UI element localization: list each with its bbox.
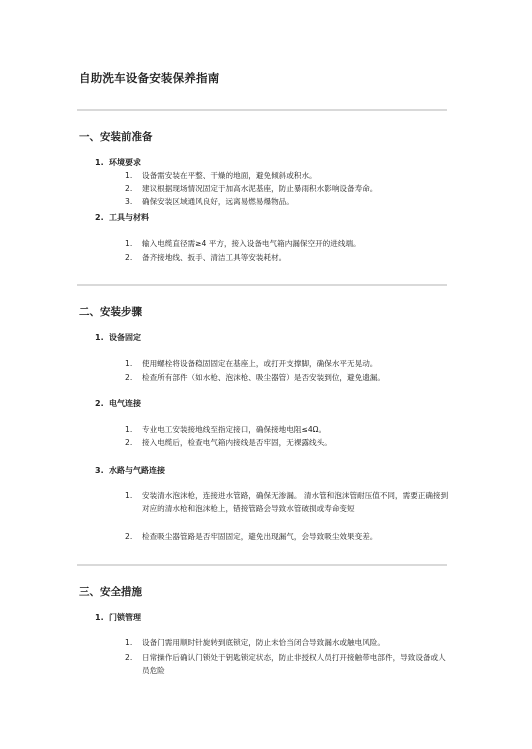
list-item-number: 2.: [125, 253, 133, 262]
list-item-text: 使用螺栓将设备稳固固定在基座上，或打开支撑脚，确保水平无晃动。: [142, 359, 378, 368]
list-item-text: 检查所有部件（如水枪、泡沫枪、吸尘器管）是否安装到位，避免遗漏。: [142, 373, 385, 382]
subsection-number: 3.: [95, 466, 104, 475]
divider: [77, 284, 447, 286]
list-item-number: 1.: [125, 359, 133, 368]
list-item: [125, 170, 450, 183]
subsection-number: 1.: [95, 613, 104, 622]
list-item-number: 1.: [125, 171, 133, 180]
list-item: [125, 372, 450, 385]
list-item: [125, 424, 450, 437]
subsection-number: 2.: [95, 399, 104, 408]
list-item-text: 输入电缆直径需≥4 平方，接入设备电气箱内漏保空开的进线端。: [142, 239, 361, 248]
subsection-number: 2.: [95, 213, 104, 222]
subsection-heading: [95, 612, 141, 623]
list-item-text: 日常操作后确认门锁处于钥匙锁定状态，防止非授权人员打开接触带电部件，导致设备或人员危险: [142, 653, 446, 675]
list-item-number: 1.: [125, 239, 133, 248]
section-heading: 三、安全措施: [79, 586, 142, 598]
subsection-heading: [95, 398, 141, 409]
list-item-number: 2.: [125, 532, 133, 541]
list-item: [125, 490, 450, 515]
list-item-number: 2.: [125, 184, 133, 193]
list-item: [125, 196, 450, 209]
list-item-number: 3.: [125, 197, 133, 206]
list-item-text: 设备需安装在平整、干燥的地面，避免倾斜或积水。: [142, 171, 317, 180]
subsection-label: 环境要求: [109, 158, 141, 167]
section-heading: 一、安装前准备: [79, 131, 153, 143]
list-item-number: 2.: [125, 438, 133, 447]
subsection-number: 1.: [95, 333, 104, 342]
list-item-text: 建议根据现场情况固定于加高水泥基座，防止暴雨积水影响设备寿命。: [142, 184, 378, 193]
list-item-text: 接入电缆后，检查电气箱内接线是否牢固，无裸露线头。: [142, 438, 332, 447]
list-item: [125, 358, 450, 371]
list-item: [125, 437, 450, 450]
subsection-heading: [95, 332, 141, 343]
list-item-number: 1.: [125, 425, 133, 434]
subsection-label: 工具与材料: [109, 213, 149, 222]
subsection-heading: [95, 157, 141, 168]
list-item-text: 专业电工安装接地线至指定接口，确保接地电阻≤4Ω。: [142, 425, 327, 434]
list-item-text: 备齐接地线、扳手、清洁工具等安装耗材。: [142, 253, 287, 262]
list-item-number: 2.: [125, 653, 133, 662]
list-item: [125, 652, 450, 677]
list-item: [125, 238, 450, 251]
subsection-label: 电气连接: [109, 399, 141, 408]
list-item-text: 确保安装区域通风良好，远离易燃易爆物品。: [142, 197, 294, 206]
list-item: [125, 637, 450, 650]
subsection-heading: [95, 465, 165, 476]
list-item-text: 检查吸尘器管路是否牢固固定，避免出现漏气，会导致吸尘效果变差。: [142, 532, 378, 541]
list-item: [125, 531, 450, 544]
list-item: [125, 252, 450, 265]
divider: [77, 564, 447, 566]
subsection-heading: [95, 212, 149, 223]
divider: [77, 109, 447, 111]
subsection-number: 1.: [95, 158, 104, 167]
list-item-text: 安装清水泡沫枪，连接进水管路，确保无渗漏。 清水管和泡沫管耐压值不同，需要正确接到对应的清水枪和泡沫枪上，错接管路会导致水管破损或寿命变短: [142, 491, 449, 513]
section-heading: 二、安装步骤: [79, 306, 142, 318]
subsection-label: 设备固定: [109, 333, 141, 342]
list-item-number: 2.: [125, 373, 133, 382]
list-item-text: 设备门需用顺时针旋转到底锁定，防止未恰当闭合导致漏水或触电风险。: [142, 638, 385, 647]
list-item-number: 1.: [125, 638, 133, 647]
list-item-number: 1.: [125, 491, 133, 500]
subsection-label: 水路与气路连接: [109, 466, 165, 475]
document-title: 自助洗车设备安装保养指南: [79, 71, 220, 85]
subsection-label: 门锁管理: [109, 613, 141, 622]
list-item: [125, 183, 450, 196]
